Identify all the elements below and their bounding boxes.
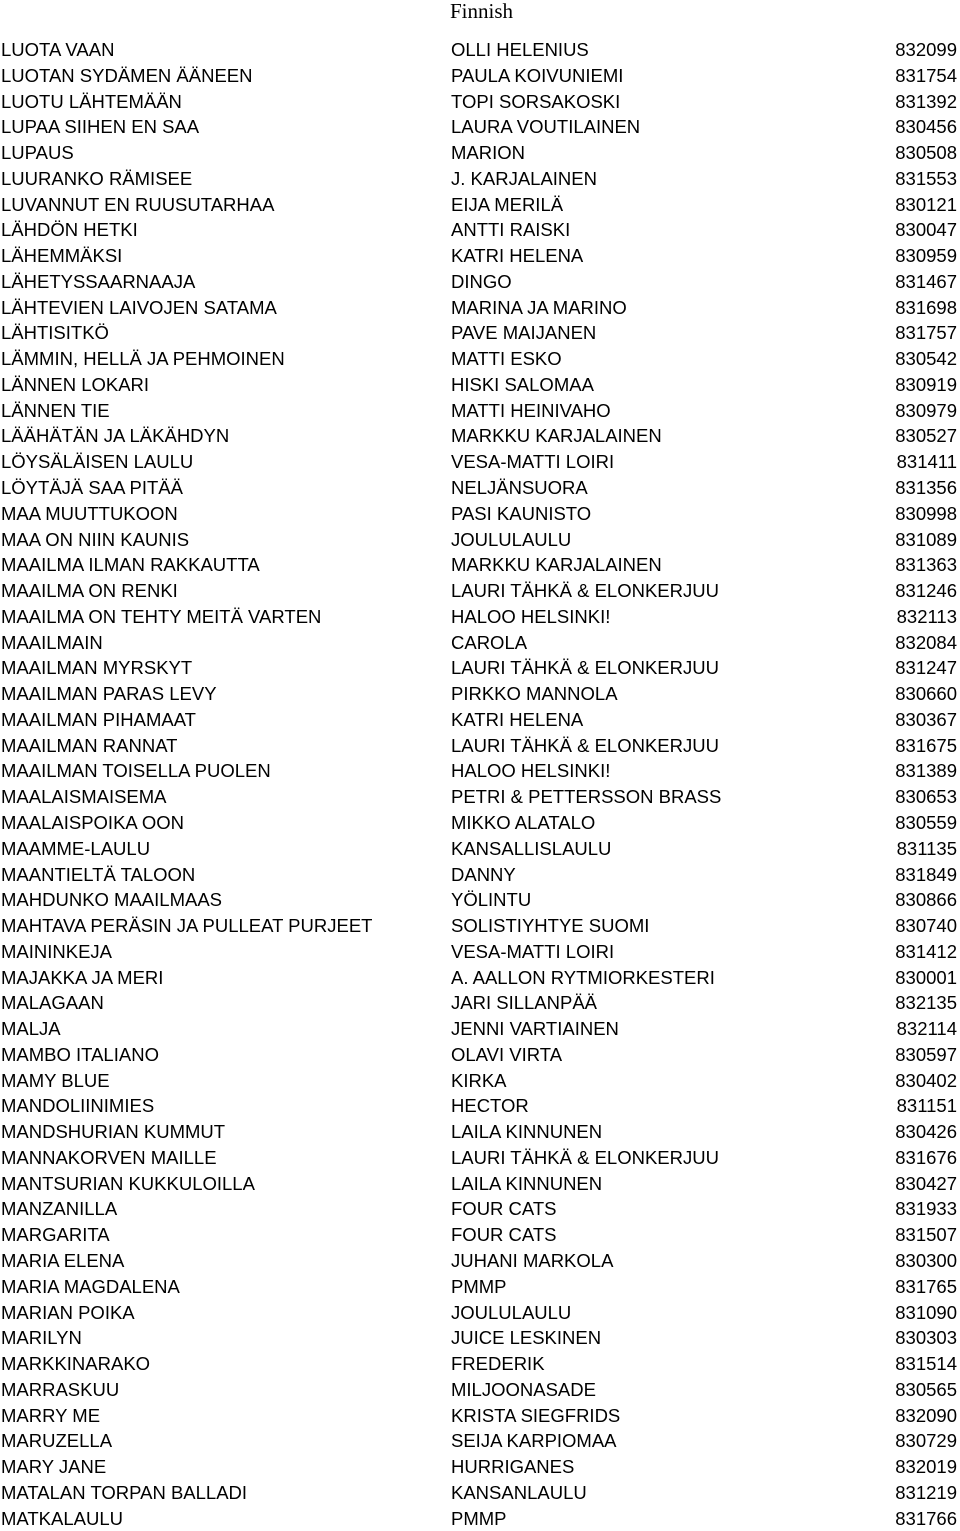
- song-code: 831754: [895, 64, 957, 86]
- song-row: [0, 1325, 960, 1351]
- song-artist: KANSALLISLAULU: [451, 837, 612, 859]
- song-code: 830653: [895, 786, 957, 808]
- song-row: [0, 862, 960, 888]
- song-artist: VESA-MATTI LOIRI: [451, 940, 615, 962]
- song-row: [0, 552, 960, 578]
- song-code: 830527: [895, 425, 957, 447]
- song-artist: EIJA MERILÄ: [451, 193, 564, 215]
- song-title: LUVANNUT EN RUUSUTARHAA: [1, 193, 275, 215]
- song-code: 831090: [895, 1301, 957, 1323]
- song-row: [0, 527, 960, 553]
- song-title: MARIA MAGDALENA: [1, 1275, 180, 1297]
- song-title: MAAILMAN RANNAT: [1, 734, 178, 756]
- song-row: [0, 578, 960, 604]
- song-code: 831219: [895, 1481, 957, 1503]
- song-code: 831089: [895, 528, 957, 550]
- song-artist: LAILA KINNUNEN: [451, 1172, 603, 1194]
- song-artist: HECTOR: [451, 1095, 529, 1117]
- song-title: MANNAKORVEN MAILLE: [1, 1146, 217, 1168]
- song-row: [0, 217, 960, 243]
- song-title: MATALAN TORPAN BALLADI: [1, 1481, 248, 1503]
- song-artist: SEIJA KARPIOMAA: [451, 1430, 617, 1452]
- song-row: [0, 1377, 960, 1403]
- song-row: [0, 475, 960, 501]
- song-title: MATKALAULU: [1, 1507, 123, 1529]
- song-row: [0, 243, 960, 269]
- song-title: MAMBO ITALIANO: [1, 1043, 159, 1065]
- song-artist: OLLI HELENIUS: [451, 39, 589, 60]
- song-code: 830559: [895, 811, 957, 833]
- song-title: LÖYSÄLÄISEN LAULU: [1, 451, 194, 473]
- song-row: [0, 37, 960, 63]
- song-row: [0, 1454, 960, 1480]
- song-row: [0, 423, 960, 449]
- song-code: 830729: [895, 1430, 957, 1452]
- song-row: [0, 810, 960, 836]
- song-code: 831135: [896, 837, 957, 859]
- song-code: 830740: [895, 915, 957, 937]
- song-title: MAHDUNKO MAAILMAAS: [1, 889, 223, 911]
- song-code: 831849: [895, 863, 957, 885]
- song-row: [0, 1506, 960, 1531]
- song-title: MAALAISMAISEMA: [1, 786, 167, 808]
- song-artist: A. AALLON RYTMIORKESTERI: [451, 966, 715, 988]
- song-row: [0, 836, 960, 862]
- song-artist: PASI KAUNISTO: [451, 502, 592, 524]
- song-title: LÄNNEN LOKARI: [1, 373, 150, 395]
- song-artist: HALOO HELSINKI!: [451, 605, 611, 627]
- song-code: 830919: [895, 373, 957, 395]
- song-title: MANDOLIINIMIES: [1, 1095, 155, 1117]
- song-artist: DINGO: [451, 270, 512, 292]
- song-code: 832019: [895, 1456, 957, 1478]
- song-code: 830597: [895, 1043, 957, 1065]
- song-artist: CAROLA: [451, 631, 528, 653]
- song-row: [0, 166, 960, 192]
- song-title: LUOTA VAAN: [1, 39, 115, 60]
- song-title: MAMY BLUE: [1, 1069, 110, 1091]
- song-row: [0, 1068, 960, 1094]
- song-row: [0, 913, 960, 939]
- song-code: 831514: [895, 1353, 957, 1375]
- song-code: 830660: [895, 683, 957, 705]
- song-title: MAALAISPOIKA OON: [1, 811, 185, 833]
- song-artist: KRISTA SIEGFRIDS: [451, 1404, 621, 1426]
- song-code: 830047: [895, 219, 957, 241]
- song-row: [0, 398, 960, 424]
- song-artist: J. KARJALAINEN: [451, 167, 597, 189]
- song-artist: JUICE LESKINEN: [451, 1327, 602, 1349]
- song-title: LUOTAN SYDÄMEN ÄÄNEEN: [1, 64, 253, 86]
- song-title: MARUZELLA: [1, 1430, 113, 1452]
- song-code: 830426: [895, 1121, 957, 1143]
- song-row: [0, 295, 960, 321]
- song-row: [0, 887, 960, 913]
- song-title: MAAMME-LAULU: [1, 837, 151, 859]
- song-code: 831247: [895, 657, 957, 679]
- song-title: MAININKEJA: [1, 940, 113, 962]
- song-artist: LAURI TÄHKÄ & ELONKERJUU: [451, 1146, 719, 1168]
- song-title: LÄHTISITKÖ: [1, 322, 109, 344]
- song-title: LUOTU LÄHTEMÄÄN: [1, 90, 182, 112]
- song-title: MARKKINARAKO: [1, 1353, 151, 1375]
- song-title: MAAILMAIN: [1, 631, 103, 653]
- song-title: MAA MUUTTUKOON: [1, 502, 178, 524]
- song-row: [0, 939, 960, 965]
- song-code: 832084: [895, 631, 957, 653]
- song-artist: PMMP: [451, 1275, 507, 1297]
- song-artist: MARKKU KARJALAINEN: [451, 425, 662, 447]
- song-code: 830508: [895, 142, 957, 164]
- song-title: MAAILMAN PARAS LEVY: [1, 683, 217, 705]
- song-row: [0, 681, 960, 707]
- song-code: 831467: [895, 270, 957, 292]
- language-heading: Finnish: [450, 0, 514, 23]
- song-title: MAJAKKA JA MERI: [1, 966, 164, 988]
- song-code: 830303: [895, 1327, 957, 1349]
- song-title: LÄHTEVIEN LAIVOJEN SATAMA: [1, 296, 277, 318]
- song-title: MAAILMAN PIHAMAAT: [1, 708, 196, 730]
- song-artist: HURRIGANES: [451, 1456, 575, 1478]
- song-artist: MARION: [451, 142, 525, 164]
- song-artist: LAILA KINNUNEN: [451, 1121, 603, 1143]
- song-artist: JUHANI MARKOLA: [451, 1249, 614, 1271]
- song-artist: FOUR CATS: [451, 1198, 557, 1220]
- song-title: MANZANILLA: [1, 1198, 118, 1220]
- song-row: [0, 1042, 960, 1068]
- song-title: MAHTAVA PERÄSIN JA PULLEAT PURJEET: [1, 915, 373, 937]
- song-code: 831757: [895, 322, 957, 344]
- song-code: 830959: [895, 245, 957, 267]
- song-title: LUPAUS: [1, 142, 74, 164]
- song-row: [0, 707, 960, 733]
- song-code: 832114: [896, 1018, 957, 1040]
- song-code: 831675: [895, 734, 957, 756]
- song-artist: JOULULAULU: [451, 528, 572, 550]
- song-row: [0, 1196, 960, 1222]
- song-code: 832113: [896, 605, 957, 627]
- song-artist: KATRI HELENA: [451, 708, 584, 730]
- song-artist: MATTI HEINIVAHO: [451, 399, 611, 421]
- song-code: 830001: [895, 966, 957, 988]
- song-title: MAAILMA ILMAN RAKKAUTTA: [1, 554, 260, 576]
- song-row: [0, 346, 960, 372]
- song-artist: JENNI VARTIAINEN: [451, 1018, 619, 1040]
- song-code: 831507: [895, 1224, 957, 1246]
- song-row: [0, 114, 960, 140]
- song-row: [0, 1119, 960, 1145]
- song-title: LÄHDÖN HETKI: [1, 219, 138, 241]
- song-title: LÖYTÄJÄ SAA PITÄÄ: [1, 477, 183, 499]
- song-artist: MARINA JA MARINO: [451, 296, 627, 318]
- song-artist: MIKKO ALATALO: [451, 811, 596, 833]
- song-code: 830998: [895, 502, 957, 524]
- song-title: MARY JANE: [1, 1456, 107, 1478]
- song-artist: KIRKA: [451, 1069, 507, 1091]
- song-code: 831356: [895, 477, 957, 499]
- song-row: [0, 1403, 960, 1429]
- song-row: [0, 758, 960, 784]
- song-title: MALJA: [1, 1018, 61, 1040]
- song-code: 831363: [895, 554, 957, 576]
- song-row: [0, 630, 960, 656]
- song-artist: OLAVI VIRTA: [451, 1043, 563, 1065]
- song-row: [0, 1274, 960, 1300]
- song-code: 830427: [895, 1172, 957, 1194]
- song-artist: MATTI ESKO: [451, 348, 562, 370]
- song-code: 831765: [895, 1275, 957, 1297]
- song-code: 830402: [895, 1069, 957, 1091]
- song-title: MARILYN: [1, 1327, 82, 1349]
- song-code: 831392: [895, 90, 957, 112]
- song-row: [0, 320, 960, 346]
- song-row: [0, 1145, 960, 1171]
- song-code: 831412: [895, 940, 957, 962]
- song-artist: SOLISTIYHTYE SUOMI: [451, 915, 650, 937]
- song-code: 831246: [895, 580, 957, 602]
- song-code: 831676: [895, 1146, 957, 1168]
- song-artist: HISKI SALOMAA: [451, 373, 594, 395]
- song-title: LÄHEMMÄKSI: [1, 245, 123, 267]
- song-row: [0, 604, 960, 630]
- song-row: [0, 965, 960, 991]
- song-row: [0, 784, 960, 810]
- song-code: 831389: [895, 760, 957, 782]
- song-artist: LAURA VOUTILAINEN: [451, 116, 641, 138]
- song-row: [0, 140, 960, 166]
- song-title: LÄMMIN, HELLÄ JA PEHMOINEN: [1, 348, 285, 370]
- song-code: 832090: [895, 1404, 957, 1426]
- song-artist: JOULULAULU: [451, 1301, 572, 1323]
- song-artist: LAURI TÄHKÄ & ELONKERJUU: [451, 657, 719, 679]
- song-title: LÄÄHÄTÄN JA LÄKÄHDYN: [1, 425, 230, 447]
- song-row: [0, 1016, 960, 1042]
- song-artist: KATRI HELENA: [451, 245, 584, 267]
- song-title: MAA ON NIIN KAUNIS: [1, 528, 190, 550]
- song-code: 830866: [895, 889, 957, 911]
- song-artist: JARI SILLANPÄÄ: [451, 992, 598, 1014]
- song-artist: PAULA KOIVUNIEMI: [451, 64, 624, 86]
- song-code: 832099: [895, 39, 957, 60]
- song-artist: TOPI SORSAKOSKI: [451, 90, 621, 112]
- song-code: 831411: [896, 451, 957, 473]
- song-row: [0, 1093, 960, 1119]
- song-row: [0, 192, 960, 218]
- song-title: MARRY ME: [1, 1404, 101, 1426]
- song-row: [0, 89, 960, 115]
- song-row: [0, 1428, 960, 1454]
- song-row: [0, 1300, 960, 1326]
- song-code: 830456: [895, 116, 957, 138]
- song-code: 831933: [895, 1198, 957, 1220]
- song-artist: MILJOONASADE: [451, 1378, 596, 1400]
- song-code: 830565: [895, 1378, 957, 1400]
- song-title: MARIAN POIKA: [1, 1301, 135, 1323]
- song-artist: MARKKU KARJALAINEN: [451, 554, 662, 576]
- song-code: 830367: [895, 708, 957, 730]
- song-title: MAAILMA ON TEHTY MEITÄ VARTEN: [1, 605, 322, 627]
- song-title: LUPAA SIIHEN EN SAA: [1, 116, 200, 138]
- song-list: [0, 37, 960, 1531]
- song-artist: LAURI TÄHKÄ & ELONKERJUU: [451, 580, 719, 602]
- song-code: 830300: [895, 1249, 957, 1271]
- song-artist: PMMP: [451, 1507, 507, 1529]
- song-row: [0, 372, 960, 398]
- song-title: MARRASKUU: [1, 1378, 120, 1400]
- song-artist: FOUR CATS: [451, 1224, 557, 1246]
- song-row: [0, 1351, 960, 1377]
- song-code: 830121: [895, 193, 957, 215]
- song-artist: DANNY: [451, 863, 516, 885]
- song-code: 831151: [896, 1095, 957, 1117]
- song-code: 832135: [895, 992, 957, 1014]
- song-row: [0, 1480, 960, 1506]
- song-artist: FREDERIK: [451, 1353, 545, 1375]
- song-row: [0, 63, 960, 89]
- song-artist: HALOO HELSINKI!: [451, 760, 611, 782]
- song-row: [0, 1248, 960, 1274]
- song-title: MANTSURIAN KUKKULOILLA: [1, 1172, 255, 1194]
- song-row: [0, 1222, 960, 1248]
- song-title: LUURANKO RÄMISEE: [1, 167, 193, 189]
- song-title: MALAGAAN: [1, 992, 104, 1014]
- song-title: MARIA ELENA: [1, 1249, 125, 1271]
- song-code: 830979: [895, 399, 957, 421]
- song-row: [0, 449, 960, 475]
- song-code: 830542: [895, 348, 957, 370]
- song-title: MAAILMAN MYRSKYT: [1, 657, 193, 679]
- song-title: MAAILMAN TOISELLA PUOLEN: [1, 760, 271, 782]
- song-artist: YÖLINTU: [451, 889, 532, 911]
- song-title: MANDSHURIAN KUMMUT: [1, 1121, 226, 1143]
- song-row: [0, 501, 960, 527]
- song-artist: NELJÄNSUORA: [451, 477, 588, 499]
- song-artist: PIRKKO MANNOLA: [451, 683, 618, 705]
- song-artist: PETRI & PETTERSSON BRASS: [451, 786, 722, 808]
- song-row: [0, 1171, 960, 1197]
- song-artist: KANSANLAULU: [451, 1481, 587, 1503]
- song-artist: PAVE MAIJANEN: [451, 322, 597, 344]
- song-row: [0, 269, 960, 295]
- song-title: MAAILMA ON RENKI: [1, 580, 178, 602]
- song-title: LÄHETYSSAARNAAJA: [1, 270, 196, 292]
- song-title: MAANTIELTÄ TALOON: [1, 863, 196, 885]
- song-row: [0, 990, 960, 1016]
- song-code: 831698: [895, 296, 957, 318]
- song-row: [0, 733, 960, 759]
- song-artist: ANTTI RAISKI: [451, 219, 571, 241]
- song-artist: LAURI TÄHKÄ & ELONKERJUU: [451, 734, 719, 756]
- song-row: [0, 655, 960, 681]
- song-code: 831553: [895, 167, 957, 189]
- song-artist: VESA-MATTI LOIRI: [451, 451, 615, 473]
- song-title: MARGARITA: [1, 1224, 110, 1246]
- song-code: 831766: [895, 1507, 957, 1529]
- song-title: LÄNNEN TIE: [1, 399, 110, 421]
